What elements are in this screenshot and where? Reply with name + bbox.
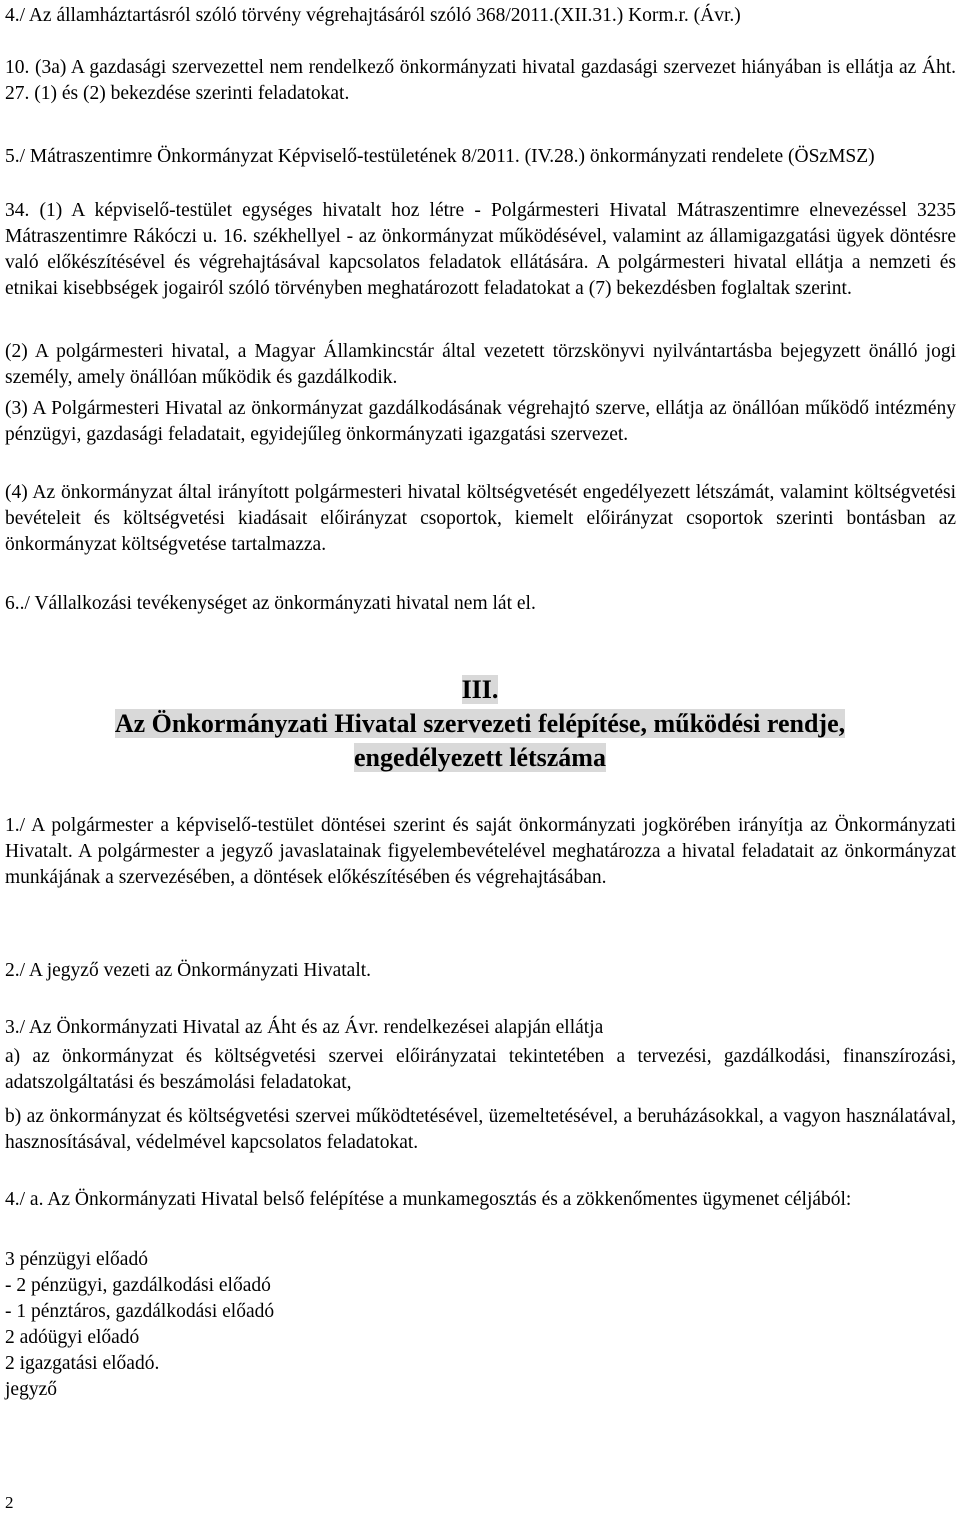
section-number: III.: [461, 675, 499, 704]
body-paragraph-2: 2./ A jegyző vezeti az Önkormányzati Hivatalt.: [5, 960, 372, 981]
paragraph-6: 6../ Vállalkozási tevékenységet az önkormányzati hivatal nem lát el.: [5, 593, 536, 614]
list-item: - 2 pénzügyi, gazdálkodási előadó: [5, 1275, 271, 1296]
body-paragraph-3a: a) az önkormányzat és költségvetési szervei előirányzatai tekintetében a tervezési, gazdálkodási, finanszírozási, adatszolgáltatási és beszámolási feladatokat,: [5, 1046, 956, 1093]
paragraph-34-2: (2) A polgármesteri hivatal, a Magyar Államkincstár által vezetett törzskönyvi nyilvántartásba bejegyzett önálló jogi személy, amely önállóan működik és gazdálkodik.: [5, 341, 956, 388]
body-paragraph-3: 3./ Az Önkormányzati Hivatal az Áht és az Ávr. rendelkezései alapján ellátja: [5, 1017, 604, 1038]
page-number: 2: [5, 1493, 14, 1512]
body-paragraph-1: 1./ A polgármester a képviselő-testület döntései szerint és saját önkormányzati jogkörében irányítja az Önkormányzati Hivatalt. A polgármester a jegyző javaslatainak figyelembevételével meghatározza a hivatal feladatait az önkormányzat munkájának a szervezésében, a döntések előkészítésében és végrehajtásában.: [5, 815, 956, 888]
paragraph-10: 10. (3a) A gazdasági szervezettel nem rendelkező önkormányzati hivatal gazdasági szervezet hiányában is ellátja az Áht. 27. (1) és (2) bekezdése szerinti feladatokat.: [5, 57, 956, 104]
list-item: 2 adóügyi előadó: [5, 1327, 140, 1348]
section-title-line1: Az Önkormányzati Hivatal szervezeti felépítése, működési rendje,: [114, 709, 846, 738]
body-paragraph-4: 4./ a. Az Önkormányzati Hivatal belső felépítése a munkamegosztás és a zökkenőmentes ügymenet céljából:: [5, 1189, 852, 1210]
list-item: 3 pénzügyi előadó: [5, 1249, 148, 1270]
body-paragraph-3b: b) az önkormányzat és költségvetési szervei működtetésével, üzemeltetésével, a beruházásokkal, a vagyon használatával, hasznosításával, védelmével kapcsolatos feladatokat.: [5, 1106, 956, 1153]
paragraph-34-4: (4) Az önkormányzat által irányított polgármesteri hivatal költségvetését engedélyezett létszámát, valamint költségvetési bevételeit és költségvetési kiadásait előirányzat csoportok, kiemelt előirányzat csoportok szerinti bontásban az önkormányzat költségvetése tartalmazza.: [5, 482, 956, 555]
paragraph-34-3: (3) A Polgármesteri Hivatal az önkormányzat gazdálkodásának végrehajtó szerve, ellátja az önállóan működő intézmény pénzügyi, gazdasági feladatait, egyidejűleg önkormányzati igazgatási szervezet.: [5, 398, 956, 445]
staff-list: [5, 1247, 956, 1403]
list-item: 2 igazgatási előadó.: [5, 1353, 160, 1374]
paragraph-4: 4./ Az államháztartásról szóló törvény végrehajtásáról szóló 368/2011.(XII.31.) Korm.r. (Ávr.): [5, 5, 741, 26]
paragraph-34-1: 34. (1) A képviselő-testület egységes hivatalt hoz létre - Polgármesteri Hivatal Mátraszentimre elnevezéssel 3235 Mátraszentimre Rákóczi u. 16. székhellyel - az önkormányzat működésével, valamint az államigazgatási ügyek döntésre való előkészítésével és végrehajtásával kapcsolatos feladatok ellátására. A polgármesteri hivatal ellátja a nemzeti és etnikai kisebbségek jogairól szóló törvényben meghatározott feladatokat a (7) bekezdésben foglaltak szerint.: [5, 200, 956, 299]
list-item: - 1 pénztáros, gazdálkodási előadó: [5, 1301, 275, 1322]
list-item: jegyző: [5, 1379, 57, 1400]
section-heading: [0, 673, 960, 775]
paragraph-5: 5./ Mátraszentimre Önkormányzat Képviselő-testületének 8/2011. (IV.28.) önkormányzati rendelete (ÖSzMSZ): [5, 146, 875, 167]
section-title-line2: engedélyezett létszáma: [354, 743, 606, 772]
